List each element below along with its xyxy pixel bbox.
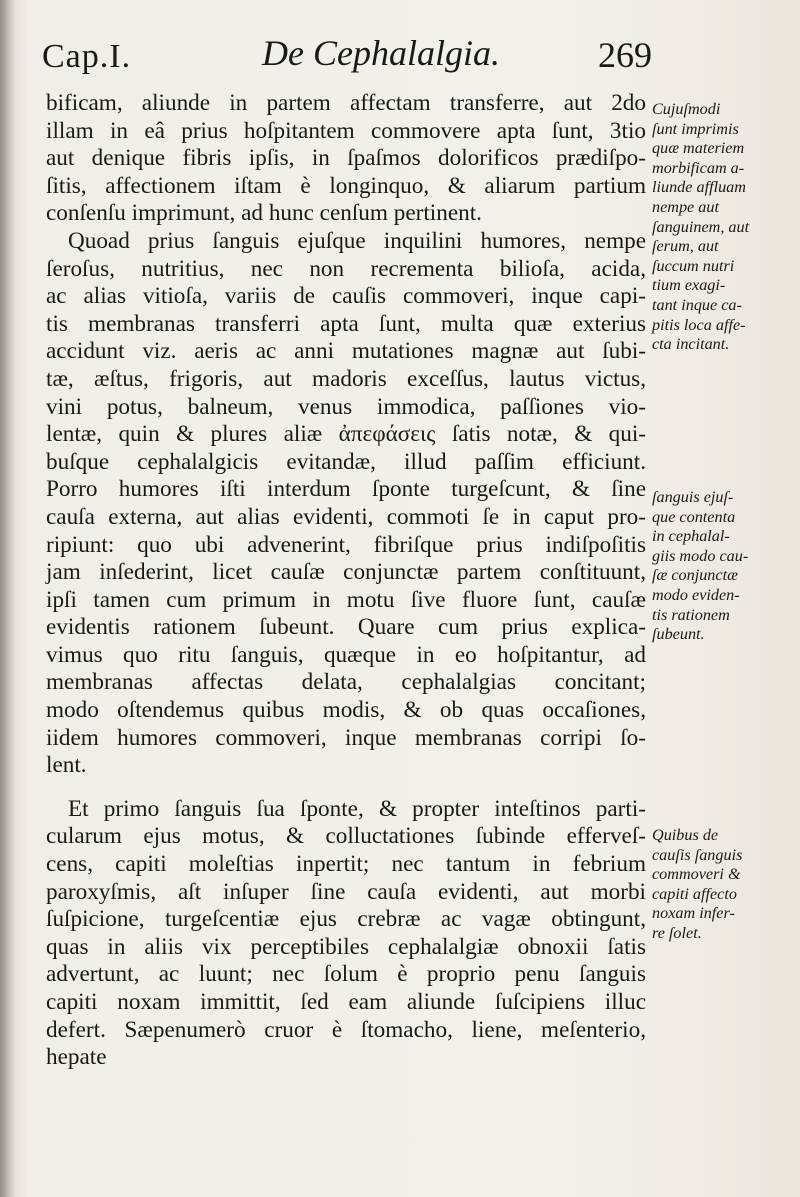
- marginal-note-line: noxam infer-: [652, 904, 735, 923]
- page-gutter-shadow: [0, 0, 16, 1197]
- text-line: cens, capiti moleſtias inpertit; nec tantum in febrium: [46, 851, 646, 878]
- marginal-note-line: giis modo cau-: [652, 546, 749, 565]
- marginal-note-line: ſerum, aut: [652, 237, 719, 256]
- paragraph-gap: [46, 780, 646, 796]
- text-line: quas in aliis vix perceptibiles cephalalgiæ obnoxii ſatis: [46, 933, 646, 960]
- text-line: modo oſtendemus quibus modis, & ob quas occaſiones,: [46, 697, 646, 724]
- marginal-note-line: cta incitant.: [652, 335, 730, 354]
- text-line: vimus quo ritu ſanguis, quæque in eo hoſpitantur, ad: [46, 641, 646, 668]
- text-line: iidem humores commoveri, inque membranas corripi ſo-: [46, 724, 646, 751]
- text-line: conſenſu imprimunt, ad hunc cenſum pertinent.: [46, 200, 482, 227]
- marginal-note-line: ſanguis ejuſ-: [652, 488, 734, 506]
- marginal-note-line: ſubeunt.: [652, 625, 705, 644]
- text-line: cauſa externa, aut alias evidenti, commoti ſe in caput pro-: [46, 503, 646, 530]
- text-line: ripiunt: quo ubi advenerint, fibriſque prius indiſpoſitis: [46, 531, 646, 558]
- text-line: bificam, aliunde in partem affectam transferre, aut 2do: [46, 90, 646, 116]
- text-line: membranas affectas delata, cephalalgias concitant;: [46, 669, 646, 696]
- text-line: tæ, æſtus, frigoris, aut madoris exceſſus, lautus victus,: [46, 365, 646, 392]
- text-line: ſitis, affectionem iſtam è longinquo, & aliarum partium: [46, 172, 646, 199]
- marginal-note-line: que contenta: [652, 507, 736, 526]
- text-line: Quoad prius ſanguis ejuſque inquilini humores, nempe: [68, 227, 646, 254]
- text-line: Et primo ſanguis ſua ſponte, & propter inteſtinos parti-: [68, 795, 646, 822]
- text-line: aut denique fibris ipſis, in ſpaſmos dolorificos prædiſpo-: [46, 145, 646, 172]
- text-line: vini potus, balneum, venus immodica, paſſiones vio-: [46, 393, 646, 420]
- text-line: ſuſpicione, turgeſcentiæ ejus crebræ ac vagæ obtingunt,: [46, 906, 646, 933]
- text-line: capiti noxam immittit, ſed eam aliunde ſuſcipiens illuc: [46, 989, 646, 1015]
- text-line: paroxyſmis, aſt inſuper ſine cauſa evidenti, aut morbi: [46, 878, 646, 905]
- marginal-note-line: pitis loca affe-: [652, 315, 746, 334]
- marginal-note-line: tant inque ca-: [652, 295, 742, 314]
- text-line: ac alias vitioſa, variis de cauſis commoveri, inque capi-: [46, 283, 646, 310]
- marginal-note-line: Quibus de: [652, 826, 719, 844]
- text-line: hepate: [46, 1044, 107, 1071]
- chapter-label: Cap.I.: [42, 38, 132, 75]
- text-line: evidentis rationem ſubeunt. Quare cum prius explica-: [46, 614, 646, 641]
- marginal-note-line: commoveri &: [652, 865, 741, 884]
- text-line: lentæ, quin & plures aliæ ἀπεφάσεις ſatis notæ, & qui-: [46, 421, 646, 448]
- text-line: lent.: [46, 752, 87, 779]
- main-text-block: [46, 90, 646, 1072]
- marginal-note-line: ſanguinem, aut: [652, 217, 750, 236]
- running-title: De Cephalalgia.: [262, 33, 500, 73]
- marginal-note-line: ſuccum nutri: [652, 256, 735, 275]
- text-line: advertunt, ac luunt; nec ſolum è proprio penu ſanguis: [46, 961, 646, 988]
- marginal-note-line: tis rationem: [652, 605, 730, 624]
- text-line: accidunt viz. aeris ac anni mutationes magnæ aut ſubi-: [46, 338, 646, 365]
- marginal-note-line: re ſolet.: [652, 923, 702, 942]
- marginal-note-line: capiti affecto: [652, 884, 737, 903]
- marginal-note-line: nempe aut: [652, 197, 719, 216]
- text-line: illam in eâ prius hoſpitantem commovere apta ſunt, 3tio: [46, 117, 646, 144]
- text-line: cularum ejus motus, & colluctationes ſubinde efferveſ-: [46, 823, 646, 850]
- marginal-note-2: [652, 488, 792, 645]
- text-line: defert. Sæpenumerò cruor è ſtomacho, liene, meſenterio,: [46, 1016, 646, 1043]
- marginal-note-line: in cephalal-: [652, 527, 730, 546]
- marginal-note-line: Cujuſmodi: [652, 100, 721, 118]
- text-line: ſeroſus, nutritius, nec non recrementa bilioſa, acida,: [46, 255, 646, 282]
- marginal-note-line: modo eviden-: [652, 585, 740, 604]
- text-line: ipſi tamen cum primum in motu ſive fluore ſunt, cauſæ: [46, 586, 646, 613]
- marginal-note-line: ſunt imprimis: [652, 119, 739, 138]
- marginal-note-line: quæ materiem: [652, 139, 745, 158]
- page-number: 269: [598, 35, 652, 75]
- marginal-note-1: [652, 100, 792, 355]
- text-line: buſque cephalalgicis evitandæ, illud paſſim efficiunt.: [46, 448, 646, 475]
- marginal-note-line: morbificam a-: [652, 158, 745, 177]
- marginal-note-line: liunde affluam: [652, 178, 746, 197]
- text-line: tis membranas transferri apta ſunt, multa quæ exterius: [46, 310, 646, 337]
- text-line: Porro humores iſti interdum ſponte turgeſcunt, & ſine: [46, 476, 646, 503]
- marginal-note-line: ſæ conjunctæ: [652, 566, 738, 585]
- marginal-note-line: tium exagi-: [652, 276, 726, 295]
- running-header: [42, 30, 652, 86]
- marginal-note-line: cauſis ſanguis: [652, 845, 743, 864]
- marginal-note-3: [652, 826, 792, 944]
- text-line: jam inſederint, licet cauſæ conjunctæ partem conſtituunt,: [46, 559, 646, 586]
